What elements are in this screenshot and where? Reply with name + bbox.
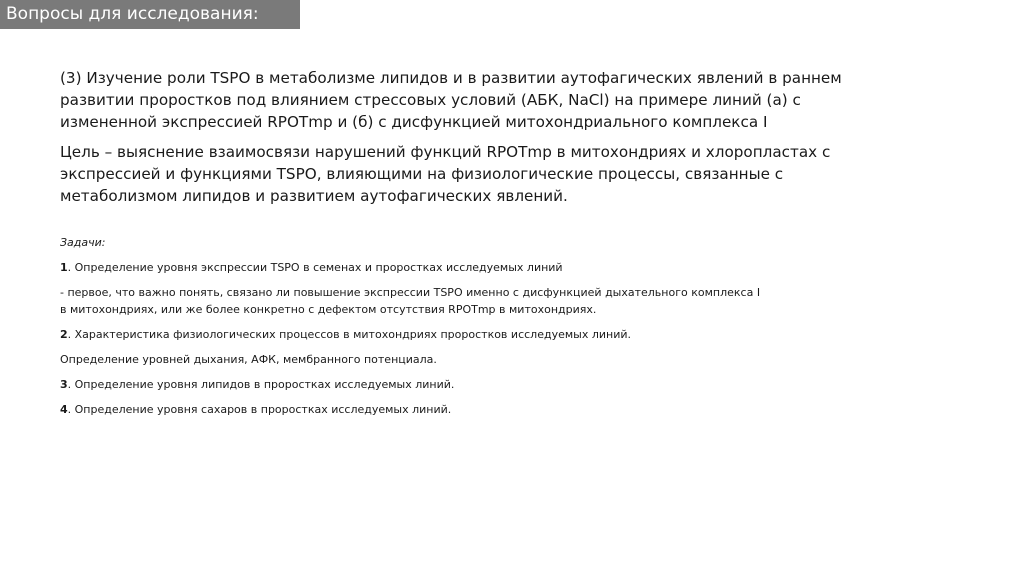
- tasks-heading: Задачи:: [60, 236, 106, 249]
- research-goal: Цель – выяснение взаимосвязи нарушений функций RPOTmp в митохондриях и хлоропластах с экспрессией и функциями TSPO, влияющими на физиологические процессы, связанные с метаболизмом липидов и развитием аутофагических явлений.: [60, 143, 831, 205]
- research-question: (3) Изучение роли TSPO в метаболизме липидов и в развитии аутофагических явлений в раннем развитии проростков под влиянием стрессовых условий (АБК, NaCl) на примере линий (а) с измененной экспрессией RPOTmp и (б) с дисфункцией митохондриального комплекса I: [60, 69, 842, 131]
- task-number: 3: [60, 378, 68, 391]
- slide-title-bar: [0, 0, 300, 29]
- task-number: 2: [60, 328, 68, 341]
- task-note-line-1: - первое, что важно понять, связано ли повышение экспрессии TSPO именно с дисфункцией дыхательного комплекса I: [60, 286, 761, 299]
- task-text: . Определение уровня липидов в проростках исследуемых линий.: [67, 378, 455, 391]
- tasks-section: [60, 234, 880, 418]
- task-text: . Характеристика физиологических процессов в митохондриях проростков исследуемых линий.: [67, 328, 631, 341]
- task-item-4: [60, 401, 880, 418]
- task-number: 4: [60, 403, 68, 416]
- task-text: . Определение уровня экспрессии TSPO в семенах и проростках исследуемых линий: [67, 261, 563, 274]
- slide-title: Вопросы для исследования:: [6, 4, 259, 24]
- task-item-3: [60, 376, 880, 393]
- task-note-line-2: в митохондриях, или же более конкретно с дефектом отсутствия RPOTmp в митохондриях.: [60, 303, 597, 316]
- task-text: . Определение уровня сахаров в проростках исследуемых линий.: [67, 403, 452, 416]
- task-item-1: [60, 259, 880, 276]
- task-subitem: Определение уровней дыхания, АФК, мембранного потенциала.: [60, 353, 437, 366]
- task-item-2: [60, 326, 880, 343]
- task-note: [60, 284, 880, 318]
- task-number: 1: [60, 261, 68, 274]
